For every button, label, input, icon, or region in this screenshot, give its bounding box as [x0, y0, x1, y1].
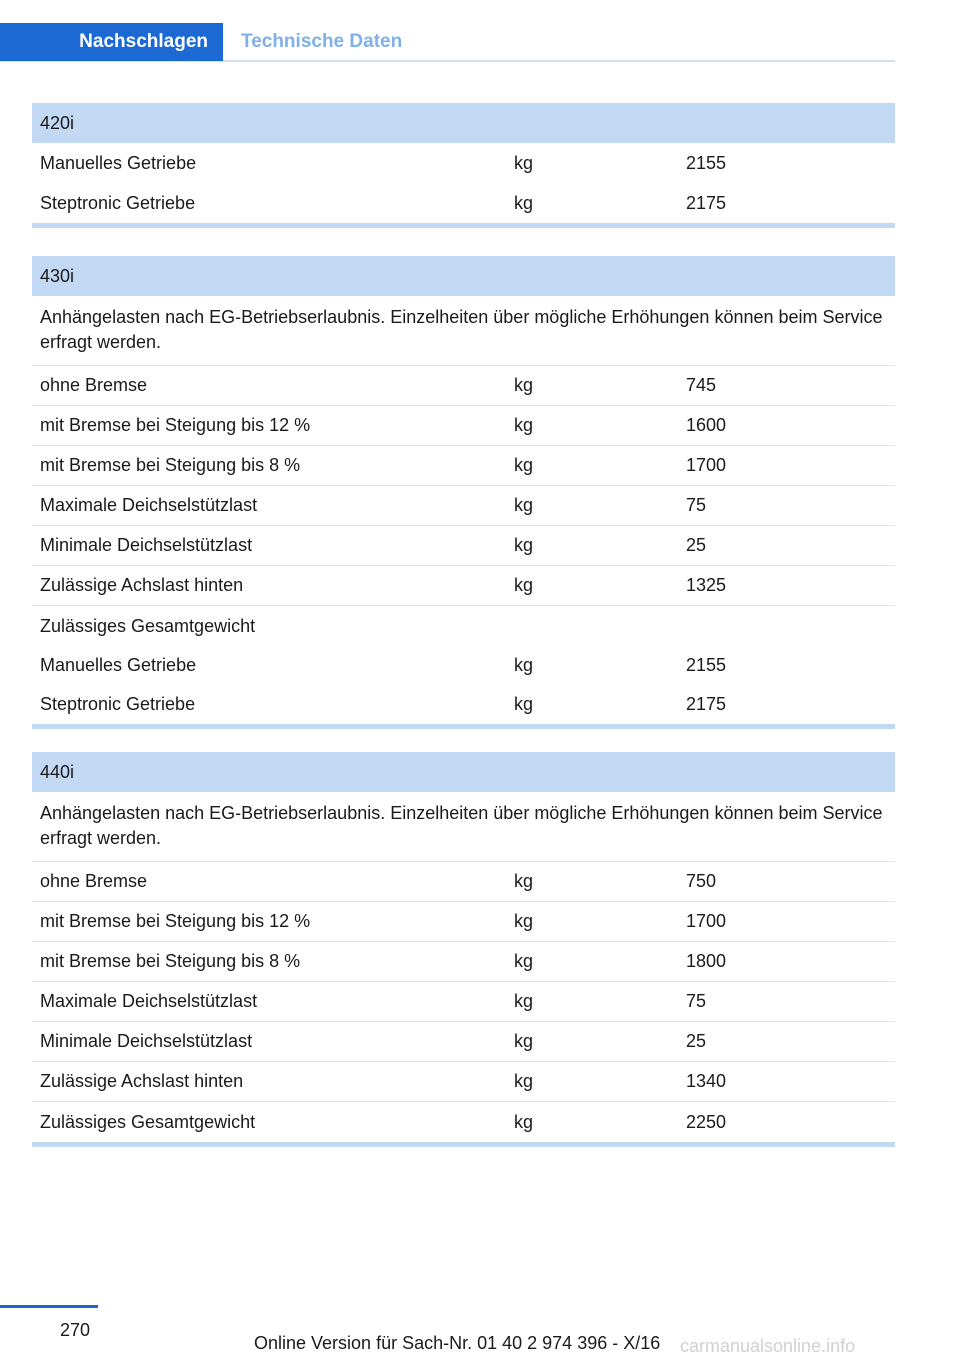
row-label: mit Bremse bei Steigung bis 8 % [40, 455, 301, 475]
table-row [32, 183, 895, 223]
watermark: carmanualsonline.info [680, 1336, 856, 1356]
row-label: Zulässige Achslast hinten [40, 1071, 244, 1091]
row-unit: kg [514, 495, 534, 515]
table-row [32, 902, 895, 942]
table-row [32, 942, 895, 982]
table-title: 420i [32, 103, 895, 143]
row-label: mit Bremse bei Steigung bis 12 % [40, 911, 311, 931]
table-title: 430i [32, 256, 895, 296]
row-label: Maximale Deichselstützlast [40, 495, 258, 515]
row-label: Manuelles Getriebe [40, 655, 197, 675]
row-value: 75 [686, 495, 707, 515]
row-unit: kg [514, 152, 534, 173]
row-value: 745 [686, 375, 717, 395]
table-row [32, 646, 895, 685]
table-row [32, 406, 895, 446]
row-unit: kg [514, 455, 534, 475]
row-unit: kg [514, 1031, 534, 1051]
row-label: Minimale Deichselstützlast [40, 1031, 253, 1051]
table-note: Anhängelasten nach EG-Betriebserlaubnis. Einzelheiten über mögliche Erhöhungen können beim Service erfragt werden. [32, 792, 895, 862]
table-end-bar [32, 724, 895, 729]
row-unit: kg [514, 575, 534, 595]
table-row [32, 526, 895, 566]
table-row [32, 566, 895, 606]
row-unit: kg [514, 655, 534, 675]
table-row [32, 606, 895, 646]
row-unit: kg [514, 694, 534, 714]
row-label: Zulässige Achslast hinten [40, 575, 244, 595]
row-label: ohne Bremse [40, 375, 148, 395]
page-number: 270 [60, 1320, 91, 1340]
row-value: 1700 [686, 455, 727, 475]
row-value: 75 [686, 991, 707, 1011]
table-row [32, 366, 895, 406]
row-value: 750 [686, 871, 717, 891]
row-value: 2175 [686, 694, 727, 714]
table-row [32, 446, 895, 486]
row-value: 1700 [686, 911, 727, 931]
table-row [32, 1102, 895, 1142]
table-row [32, 862, 895, 902]
table-430i [32, 256, 895, 729]
row-unit: kg [514, 991, 534, 1011]
tab-technische-daten[interactable]: Technische Daten [241, 31, 403, 52]
table-420i [32, 103, 895, 228]
row-unit: kg [514, 192, 534, 213]
row-value: 2155 [686, 152, 727, 173]
row-value: 2250 [686, 1111, 727, 1132]
row-label: mit Bremse bei Steigung bis 12 % [40, 415, 311, 435]
row-value: 1325 [686, 575, 727, 595]
row-unit: kg [514, 415, 534, 435]
row-value: 2155 [686, 655, 727, 675]
row-unit: kg [514, 1071, 534, 1091]
table-row [32, 982, 895, 1022]
row-value: 1600 [686, 415, 727, 435]
row-label: Maximale Deichselstützlast [40, 991, 258, 1011]
row-unit: kg [514, 871, 534, 891]
table-row [32, 1062, 895, 1102]
row-label: ohne Bremse [40, 871, 148, 891]
online-version-text: Online Version für Sach-Nr. 01 40 2 974 396 - X/16 [254, 1333, 661, 1353]
row-label: Manuelles Getriebe [40, 152, 197, 173]
row-unit: kg [514, 535, 534, 555]
row-unit: kg [514, 1111, 534, 1132]
row-label: mit Bremse bei Steigung bis 8 % [40, 951, 301, 971]
row-value: 25 [686, 535, 707, 555]
table-440i [32, 752, 895, 1147]
tab-nachschlagen[interactable]: Nachschlagen [0, 23, 223, 61]
table-row [32, 685, 895, 724]
footer-accent-line [0, 1305, 98, 1308]
table-note: Anhängelasten nach EG-Betriebserlaubnis. Einzelheiten über mögliche Erhöhungen können beim Service erfragt werden. [32, 296, 895, 366]
row-label: Minimale Deichselstützlast [40, 535, 253, 555]
row-unit: kg [514, 375, 534, 395]
row-value: 1340 [686, 1071, 727, 1091]
row-label: Zulässiges Gesamtgewicht [40, 615, 256, 636]
table-row [32, 143, 895, 183]
row-label: Steptronic Getriebe [40, 694, 196, 714]
table-end-bar [32, 1142, 895, 1147]
table-row [32, 1022, 895, 1062]
table-end-bar [32, 223, 895, 228]
table-row [32, 486, 895, 526]
row-unit: kg [514, 951, 534, 971]
row-value: 2175 [686, 192, 727, 213]
row-label: Zulässiges Gesamtgewicht [40, 1111, 256, 1132]
row-label: Steptronic Getriebe [40, 192, 196, 213]
row-value: 1800 [686, 951, 727, 971]
row-unit: kg [514, 911, 534, 931]
table-title: 440i [32, 752, 895, 792]
row-value: 25 [686, 1031, 707, 1051]
